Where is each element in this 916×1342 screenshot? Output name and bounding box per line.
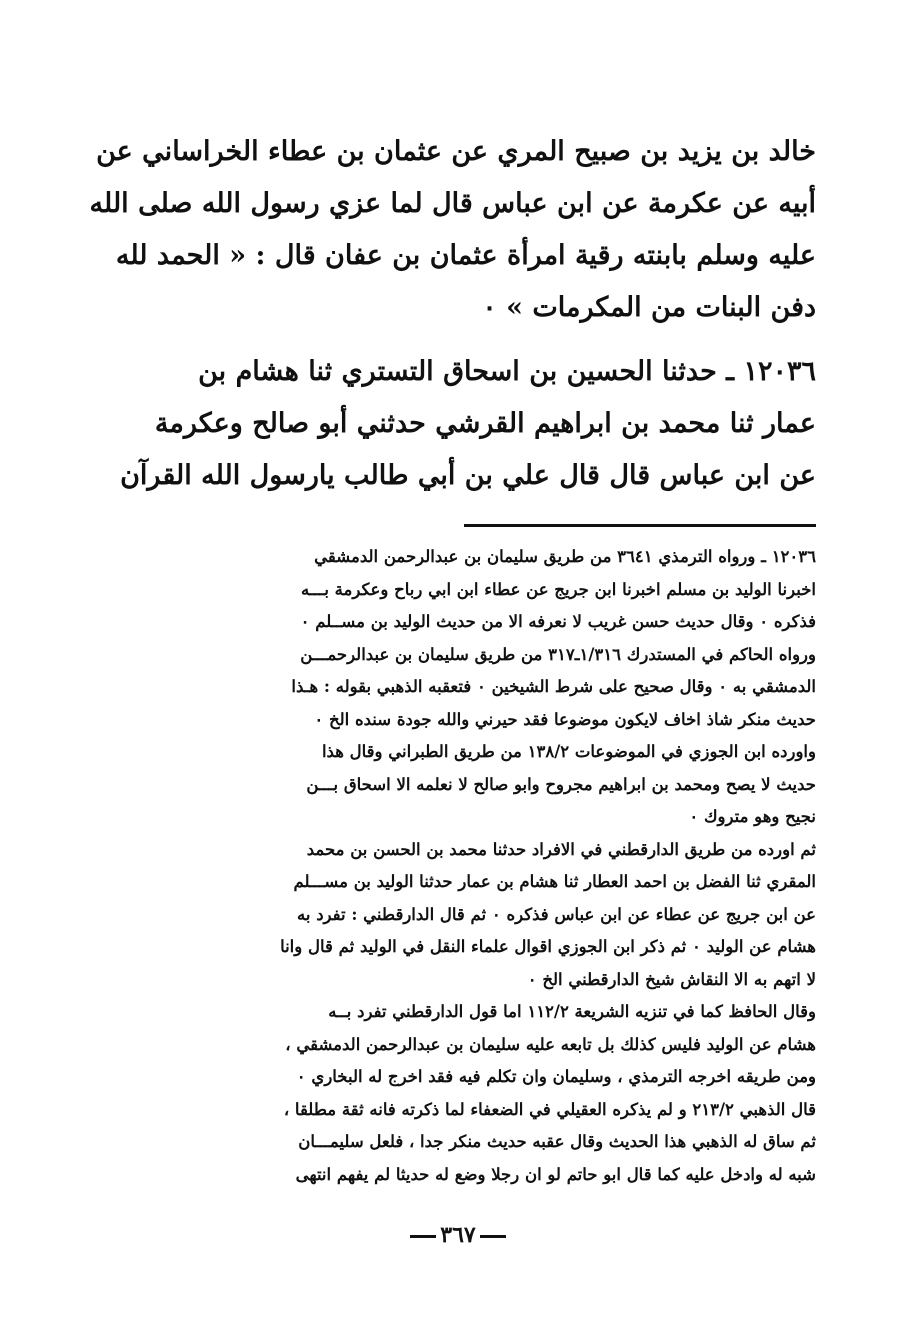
text-line: دفن البنات من المكرمات » ٠	[482, 292, 816, 323]
text-line: عليه وسلم بابنته رقية امرأة عثمان بن عفان قال : « الحمد لله	[115, 240, 816, 271]
footnote-line: المقري ثنا الفضل بن احمد العطار ثنا هشام بن عمار حدثنا الوليد بن مســـلم	[293, 872, 816, 891]
footnote-line: حديث لا يصح ومحمد بن ابراهيم مجروح وابو صالح لا نعلمه الا اسحاق بـــن	[306, 774, 816, 794]
footnote-line: حديث منكر شاذ اخاف لايكون موضوعا فقد حيرني والله جودة سنده الخ ٠	[314, 709, 816, 729]
footnote-line: ورواه الحاكم في المستدرك ١/٣١٦ـ٣١٧ من طريق سليمان بن عبدالرحمـــن	[300, 644, 816, 664]
footnote-paragraph	[82, 834, 816, 997]
footnote-line: هشام عن الوليد فليس كذلك بل تابعه عليه سليمان بن عبدالرحمن الدمشقي ،	[285, 1034, 816, 1054]
footnote-line: لا اتهم به الا النقاش شيخ الدارقطني الخ ٠	[527, 969, 816, 989]
text-line: أبيه عن عكرمة عن ابن عباس قال لما عزي رسول الله صلى الله	[89, 188, 816, 219]
footnote-paragraph	[82, 736, 816, 834]
footnote-line: قال الذهبي ٢١٣/٢ و لم يذكره العقيلي في الضعفاء لما ذكرته فانه ثقة مطلقا ،	[283, 1099, 816, 1119]
footnote-line: الدمشقي به ٠ وقال صحيح على شرط الشيخين ٠ فتعقبه الذهبي بقوله : هـذا	[291, 677, 816, 696]
text-line: عن ابن عباس قال قال علي بن أبي طالب يارسول الله القرآن	[120, 460, 816, 491]
hadith-paragraph	[82, 346, 816, 502]
text-line: ١٢٠٣٦ ـ حدثنا الحسين بن اسحاق التستري ثنا هشام بن	[198, 356, 816, 387]
footnote-line: شبه له وادخل عليه كما قال ابو حاتم لو ان رجلا وضع له حديثا لم يفهم انتهى	[295, 1164, 816, 1184]
footnote-line: فذكره ٠ وقال حديث حسن غريب لا نعرفه الا من حديث الوليد بن مســلم ٠	[300, 612, 816, 631]
page-number	[0, 1222, 916, 1248]
text-line: خالد بن يزيد بن صبيح المري عن عثمان بن عطاء الخراساني عن	[96, 136, 816, 167]
text-line: عمار ثنا محمد بن ابراهيم القرشي حدثني أبو صالح وعكرمة	[154, 408, 816, 439]
footnote-line: نجيح وهو متروك ٠	[689, 807, 816, 826]
main-paragraph	[82, 126, 816, 334]
footnote-line: ومن طريقه اخرجه الترمذي ، وسليمان وان تكلم فيه فقد اخرج له البخاري ٠	[296, 1067, 816, 1086]
footnote-line: عن ابن جريج عن عطاء عن ابن عباس فذكره ٠ ثم قال الدارقطني : تفرد به	[297, 904, 816, 924]
footnote-line: وقال الحافظ كما في تنزيه الشريعة ١١٢/٢ اما قول الدارقطني تفرد بــه	[328, 1002, 816, 1021]
footnote-paragraph	[82, 996, 816, 1191]
footnote-line: هشام عن الوليد ٠ ثم ذكر ابن الجوزي اقوال علماء النقل في الوليد ثم قال وانا	[280, 937, 816, 956]
footnote-line: واورده ابن الجوزي في الموضوعات ١٣٨/٢ من طريق الطبراني وقال هذا	[321, 742, 816, 761]
footnote-line: ثم ساق له الذهبي هذا الحديث وقال عقبه حديث منكر جدا ، فلعل سليمـــان	[298, 1132, 816, 1151]
footnote-line: اخبرنا الوليد بن مسلم اخبرنا ابن جريج عن عطاء ابن ابي رباح وعكرمة بـــه	[300, 579, 816, 599]
main-text	[82, 126, 816, 502]
footnote-paragraph	[82, 541, 816, 736]
footnote-divider	[464, 524, 816, 527]
footnote-line: ثم اورده من طريق الدارقطني في الافراد حدثنا محمد بن الحسن بن محمد	[306, 839, 816, 859]
page-number-value: ٣٦٧	[440, 1222, 476, 1248]
footnotes	[82, 541, 816, 1191]
footnote-line: ١٢٠٣٦ ـ ورواه الترمذي ٣٦٤١ من طريق سليمان بن عبدالرحمن الدمشقي	[314, 547, 816, 566]
page-number-dash	[480, 1235, 506, 1238]
page-number-dash	[410, 1235, 436, 1238]
